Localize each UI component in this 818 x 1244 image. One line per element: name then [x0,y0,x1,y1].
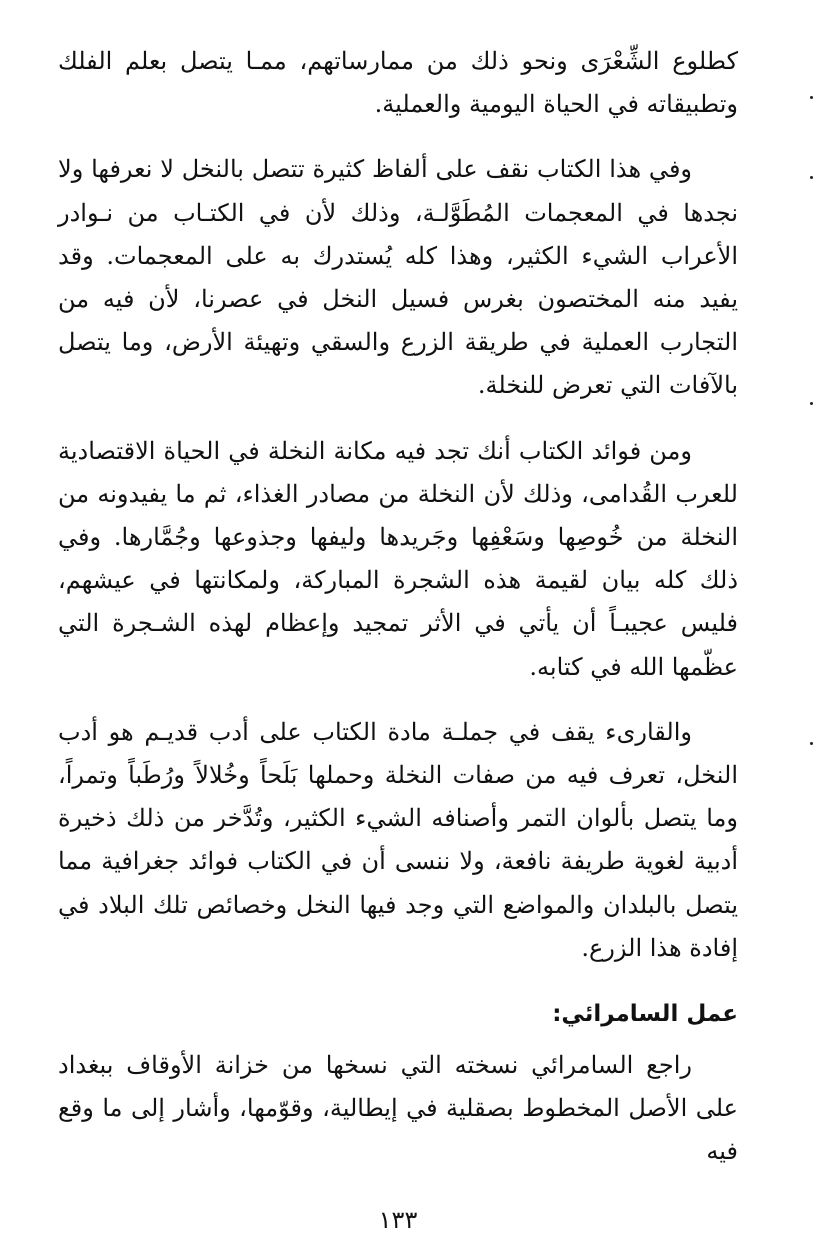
paragraph-4 [58,711,738,970]
paragraph-1: كطلوع الشِّعْرَى ونحو ذلك من ممارساتهم، ممـا يتصل بعلم الفلك وتطبيقاته في الحياة اليومية والعملية. [58,47,738,119]
page-number: ١٣٣ [378,1206,418,1234]
book-page [58,40,739,1234]
closing-paragraph-text: راجع السامرائي نسخته التي نسخها من خزانة الأوقاف ببغداد على الأصل المخطوط بصقلية في إيطالية، وقوّمها، وأشار إلى ما وقع فيه [58,1051,738,1166]
paragraph-2 [58,148,738,407]
margin-dot [810,402,813,405]
closing-paragraph [58,1044,738,1174]
paragraph-2-text: وفي هذا الكتاب نقف على ألفاظ كثيرة تتصل بالنخل لا نعرفها ولا نجدها في المعجمات المُطَوَّلـة، وذلك لأن في الكتـاب من نـوادر الأعراب الشيء الكثير، وهذا كله يُستدرك به على المعجمات. وقد يفيد منه المختصون بغرس فسيل النخل في عصرنا، لأن فيه من التجارب العملية في طريقة الزرع والسقي وتهيئة الأرض، وما يتصل بالآفات التي تعرض للنخلة. [58,155,739,400]
section-heading: عمل السامرائي: [552,1001,738,1028]
paragraph-4-text: والقارىء يقف في جملـة مادة الكتاب على أدب قديـم هو أدب النخل، تعرف فيه من صفات النخلة وحملها بَلَحاً وخُلالاً ورُطَباً وتمراً، وما يتصل بألوان التمر وأصنافه الشيء الكثير، وتُدَّخر من ذلك ذخيرة أدبية لغوية طريفة نافعة، ولا ننسى أن في الكتاب فوائد جغرافية مما يتصل بالبلدان والمواضع التي وجد فيها النخل وخصائص تلك البلاد في إفادة هذا الزرع. [58,717,738,962]
margin-dot [810,96,813,99]
margin-dot [810,176,813,179]
paragraph-3-text: ومن فوائد الكتاب أنك تجد فيه مكانة النخلة في الحياة الاقتصادية للعرب القُدامى، وذلك لأن النخلة من مصادر الغذاء، ثم ما يفيدونه من النخلة من خُوصِها وسَعْفِها وجَريدها وليفها وجذوعها وجُمَّارها. وفي ذلك كله بيان لقيمة هذه الشجرة المباركة، ولمكانتها في عيشهم، فليس عجيبـاً أن يأتي في الأثر تمجيد وإعظام لهذه الشـجرة التي عظّمها الله في كتابه. [58,436,738,681]
margin-dot [810,742,813,745]
paragraph-3 [58,430,738,689]
